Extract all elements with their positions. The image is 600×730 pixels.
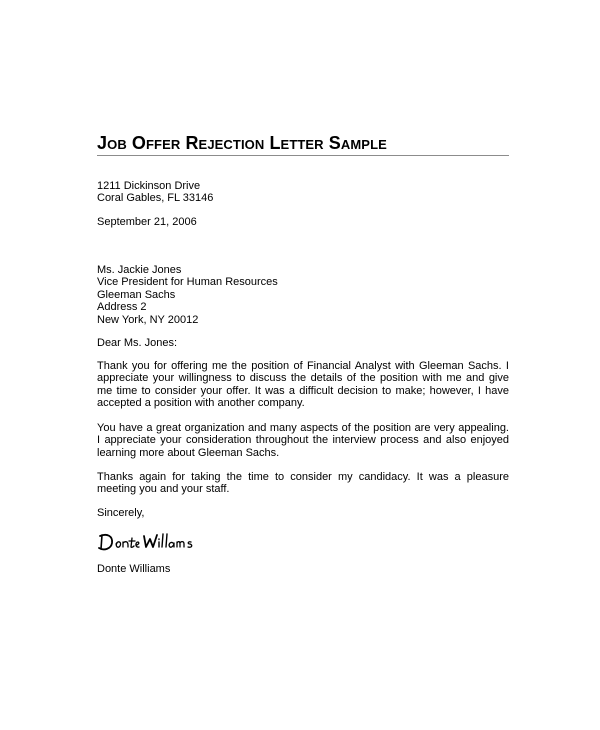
signer-name-text: Donte Williams (97, 563, 171, 575)
sender-address-line-1: 1211 Dickinson Drive (97, 180, 201, 192)
recipient-name: Ms. Jackie Jones (97, 264, 182, 276)
salutation (97, 337, 509, 349)
body-paragraph-1: Thank you for offering me the position of Financial Analyst with Gleeman Sachs. I appreciate your willingness to discuss the details of the position with me and give me time to consider your offer. It was a difficult decision to make; however, I have accepted a position with another company. (97, 360, 509, 410)
recipient-company: Gleeman Sachs (97, 288, 176, 301)
salutation-text: Dear Ms. Jones: (97, 337, 178, 349)
recipient-address (97, 264, 509, 326)
recipient-city: New York, NY 20012 (97, 313, 199, 326)
closing-text: Sincerely, (97, 507, 145, 519)
date-text: September 21, 2006 (97, 216, 197, 228)
sender-address (97, 180, 509, 205)
recipient-title: Vice President for Human Resources (97, 276, 278, 289)
body-paragraph-2: You have a great organization and many aspects of the position are very appealing. I appreciate your consideration throughout the interview process and also enjoyed learning more about Gleeman Sachs. (97, 422, 509, 459)
signer-name (97, 563, 509, 575)
recipient-address-line: Address 2 (97, 301, 147, 314)
title-divider (97, 155, 509, 156)
closing (97, 507, 509, 519)
handwritten-signature (97, 530, 197, 554)
letter-date (97, 216, 509, 228)
body-paragraph-3: Thanks again for taking the time to consider my candidacy. It was a pleasure meeting you and your staff. (97, 471, 509, 496)
letter-title: Job Offer Rejection Letter Sample (97, 133, 387, 153)
sender-address-line-2: Coral Gables, FL 33146 (97, 192, 214, 205)
